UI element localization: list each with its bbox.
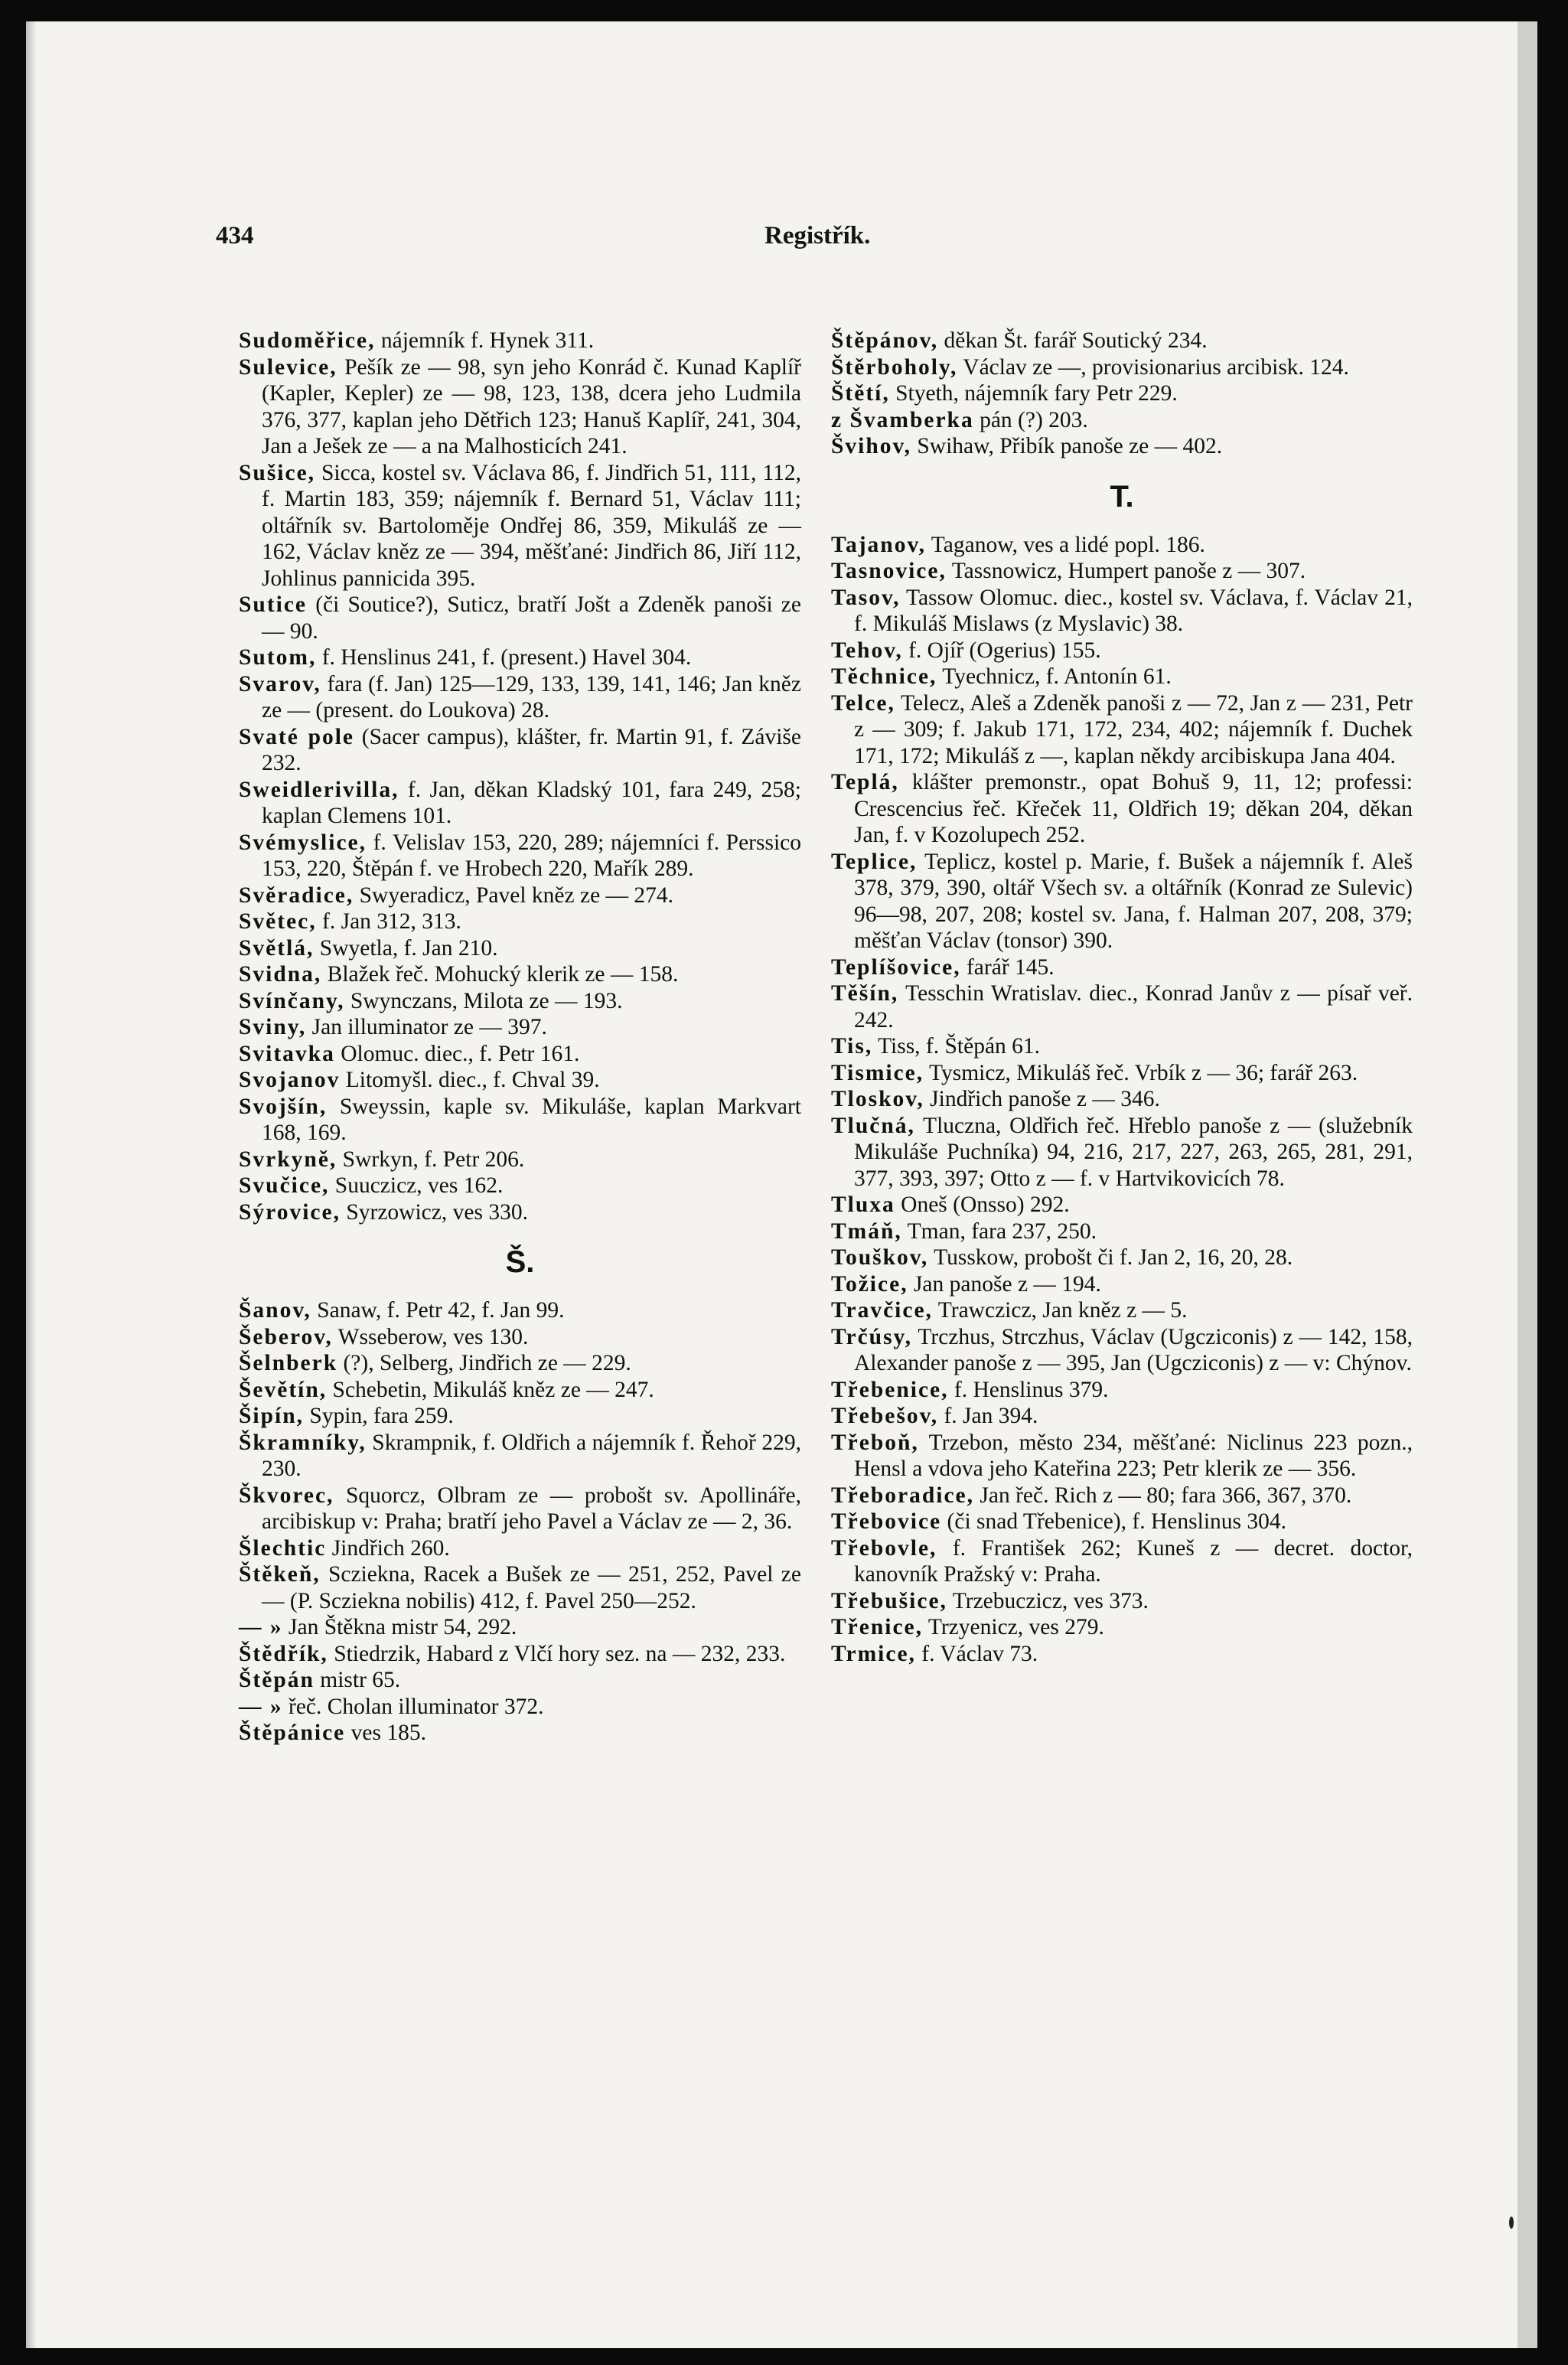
entry-headword: Svarov, bbox=[239, 671, 321, 696]
index-entry bbox=[239, 671, 801, 724]
entry-text: Taganow, ves a lidé popl. 186. bbox=[925, 532, 1205, 557]
entry-headword: Sudoměřice, bbox=[239, 328, 376, 353]
index-entry bbox=[239, 908, 801, 935]
entry-headword: Teplice, bbox=[831, 849, 918, 874]
entry-text: Jan panoše z — 194. bbox=[908, 1271, 1101, 1297]
index-entry bbox=[831, 407, 1413, 434]
entry-headword: — » bbox=[239, 1694, 283, 1719]
index-column-right bbox=[831, 328, 1413, 1667]
index-entry bbox=[831, 1588, 1413, 1615]
entry-headword: Štěpán bbox=[239, 1668, 315, 1692]
entry-headword: Šlechtic bbox=[239, 1535, 327, 1561]
entry-text: f. Václav 73. bbox=[915, 1641, 1038, 1666]
index-entry bbox=[831, 769, 1413, 849]
index-entry bbox=[831, 1377, 1413, 1404]
index-entry bbox=[239, 1641, 801, 1668]
entry-text: Squorcz, Olbram ze — probošt sv. Apollináře, arcibiskup v: Praha; bratří jeho Pavel a Václav ze — 2, 36. bbox=[262, 1483, 801, 1534]
index-entry bbox=[239, 1199, 801, 1226]
entry-headword: Šelnberk bbox=[239, 1351, 338, 1375]
index-entry bbox=[239, 1614, 801, 1641]
entry-text: Jan řeč. Rich z — 80; fara 366, 367, 370. bbox=[974, 1483, 1352, 1508]
index-entry bbox=[239, 830, 801, 882]
entry-text: Tassnowicz, Humpert panoše z — 307. bbox=[946, 559, 1306, 583]
index-entry bbox=[239, 328, 801, 354]
entry-text: f. Henslinus 379. bbox=[948, 1377, 1109, 1402]
index-entry bbox=[831, 558, 1413, 585]
entry-text: Schebetin, Mikuláš kněz ze — 247. bbox=[327, 1377, 654, 1402]
entry-text: Sanaw, f. Petr 42, f. Jan 99. bbox=[311, 1298, 565, 1323]
entry-headword: Třenice, bbox=[831, 1615, 924, 1639]
index-entry bbox=[831, 433, 1413, 460]
index-entry bbox=[831, 1403, 1413, 1430]
entry-text: Jindřich panoše z — 346. bbox=[924, 1087, 1160, 1111]
entry-headword: Tmáň, bbox=[831, 1218, 902, 1244]
entry-headword: Těšín, bbox=[831, 981, 899, 1006]
entry-headword: Štědřík, bbox=[239, 1641, 328, 1666]
index-entry bbox=[239, 1720, 801, 1747]
entry-headword: Štěkeň, bbox=[239, 1562, 321, 1587]
entry-text: Swyeradicz, Pavel kněz ze — 274. bbox=[354, 882, 674, 908]
entry-text: Tassow Olomuc. diec., kostel sv. Václava, f. Václav 21, f. Mikuláš Mislaws (z Myslavic) 38. bbox=[854, 585, 1413, 636]
index-entry bbox=[239, 988, 801, 1015]
index-entry bbox=[831, 1218, 1413, 1245]
entry-headword: Sviny, bbox=[239, 1015, 307, 1039]
index-entry bbox=[239, 1324, 801, 1351]
entry-headword: Třeboň, bbox=[831, 1430, 919, 1455]
entry-headword: Třebenice, bbox=[831, 1377, 949, 1402]
page-header bbox=[26, 222, 1537, 268]
entry-headword: Trmice, bbox=[831, 1641, 916, 1666]
index-entry bbox=[239, 460, 801, 592]
entry-headword: Tajanov, bbox=[831, 532, 926, 557]
entry-text: Tusskow, probošt či f. Jan 2, 16, 20, 28. bbox=[928, 1245, 1293, 1270]
index-entry bbox=[239, 1041, 801, 1068]
index-entry bbox=[239, 882, 801, 909]
entry-text: f. Jan 394. bbox=[938, 1404, 1038, 1428]
index-entry bbox=[831, 328, 1413, 354]
entry-text: Olomuc. diec., f. Petr 161. bbox=[334, 1041, 580, 1066]
entry-text: fara (f. Jan) 125—129, 133, 139, 141, 146; Jan kněz ze — (present. do Loukova) 28. bbox=[262, 671, 801, 723]
entry-text: Swihaw, Přibík panoše ze — 402. bbox=[911, 434, 1223, 458]
index-entry bbox=[831, 980, 1413, 1033]
index-entry bbox=[831, 1641, 1413, 1668]
entry-text: Trzebon, město 234, měšťané: Niclinus 223 pozn., Hensl a vdova jeho Kateřina 223; Petr klerik ze — 356. bbox=[854, 1430, 1413, 1481]
index-entry bbox=[831, 1033, 1413, 1060]
entry-headword: Tasov, bbox=[831, 585, 901, 610]
entry-text: (či snad Třebenice), f. Henslinus 304. bbox=[941, 1509, 1286, 1534]
entry-headword: Tloskov, bbox=[831, 1087, 924, 1111]
index-entry bbox=[239, 1094, 801, 1147]
entry-text: Swrkyn, f. Petr 206. bbox=[337, 1147, 525, 1172]
entry-headword: Ševětín, bbox=[239, 1377, 328, 1402]
index-entry bbox=[831, 1192, 1413, 1218]
entry-headword: Sýrovice, bbox=[239, 1199, 341, 1225]
entry-headword: Švihov, bbox=[831, 434, 912, 458]
index-entry bbox=[239, 777, 801, 830]
index-entry bbox=[239, 1350, 801, 1377]
entry-headword: Třebušice, bbox=[831, 1588, 947, 1613]
speck bbox=[1509, 2217, 1514, 2229]
entry-headword: Třeboradice, bbox=[831, 1483, 975, 1508]
index-entry bbox=[831, 1113, 1413, 1192]
entry-headword: Škvorec, bbox=[239, 1483, 334, 1508]
index-entry bbox=[831, 1430, 1413, 1483]
entry-text: Tman, fara 237, 250. bbox=[901, 1218, 1097, 1244]
index-entry bbox=[239, 935, 801, 962]
entry-text: Tyechnicz, f. Antonín 61. bbox=[937, 664, 1172, 689]
entry-headword: Svučice, bbox=[239, 1173, 330, 1198]
index-entry bbox=[831, 1060, 1413, 1087]
index-entry bbox=[239, 1561, 801, 1614]
entry-headword: Třebovle, bbox=[831, 1535, 937, 1561]
entry-text: mistr 65. bbox=[314, 1668, 401, 1692]
entry-text: Swyetla, f. Jan 210. bbox=[314, 935, 498, 961]
entry-headword: Sutice bbox=[239, 592, 308, 617]
entry-headword: Tluxa bbox=[831, 1192, 895, 1217]
index-entry bbox=[239, 1483, 801, 1535]
entry-text: Václav ze —, provisionarius arcibisk. 124. bbox=[957, 354, 1349, 380]
index-entry bbox=[831, 585, 1413, 638]
section-letter: T. bbox=[1110, 479, 1134, 514]
entry-text: Litomyšl. diec., f. Chval 39. bbox=[340, 1068, 600, 1092]
entry-headword: Třebešov, bbox=[831, 1404, 939, 1428]
entry-text: Blažek řeč. Mohucký klerik ze — 158. bbox=[321, 962, 679, 987]
index-entry bbox=[239, 1667, 801, 1694]
index-entry bbox=[831, 849, 1413, 954]
entry-headword: Štěpánov, bbox=[831, 328, 939, 353]
entry-text: Swynczans, Milota ze — 193. bbox=[344, 988, 623, 1013]
index-entry bbox=[831, 354, 1413, 381]
entry-text: Tluczna, Oldřich řeč. Hřeblo panoše z — (služebník Mikuláše Puchníka) 94, 216, 217, 227, 263, 265, 281, 291, 377, 393, 397; Otto z — f. v Hartvikovicích 78. bbox=[854, 1113, 1413, 1191]
index-entry bbox=[239, 1403, 801, 1430]
index-entry bbox=[831, 1297, 1413, 1324]
index-entry bbox=[831, 380, 1413, 407]
entry-headword: Šipín, bbox=[239, 1404, 304, 1428]
entry-text: Wsseberow, ves 130. bbox=[332, 1324, 529, 1349]
entry-text: ves 185. bbox=[345, 1721, 426, 1745]
entry-text: Trczhus, Strczhus, Václav (Ugcziconis) z — 142, 158, Alexander panoše z — 395, Jan (Ugcziconis) z — v: Chýnov. bbox=[854, 1324, 1413, 1375]
page-shadow bbox=[26, 21, 37, 2348]
entry-text: děkan Št. farář Soutický 234. bbox=[938, 328, 1208, 353]
index-entry bbox=[831, 638, 1413, 664]
section-letter: Š. bbox=[505, 1245, 535, 1279]
entry-headword: Sulevice, bbox=[239, 354, 337, 380]
index-entry bbox=[239, 961, 801, 988]
index-entry bbox=[239, 1377, 801, 1404]
entry-text: f. Velislav 153, 220, 289; nájemníci f. Perssico 153, 220, Štěpán f. ve Hrobech 220, Mařík 289. bbox=[262, 830, 801, 881]
entry-headword: Štěrboholy, bbox=[831, 354, 958, 380]
entry-text: Trzyenicz, ves 279. bbox=[923, 1615, 1104, 1639]
index-entry bbox=[239, 1430, 801, 1483]
index-entry bbox=[831, 690, 1413, 770]
entry-text: Sweyssin, kaple sv. Mikuláše, kaplan Markvart 168, 169. bbox=[262, 1094, 801, 1145]
entry-headword: Šanov, bbox=[239, 1298, 311, 1323]
index-entry bbox=[239, 354, 801, 460]
index-entry bbox=[831, 1086, 1413, 1113]
index-entry bbox=[831, 1244, 1413, 1271]
entry-headword: Tis, bbox=[831, 1034, 873, 1059]
entry-text: pán (?) 203. bbox=[973, 407, 1088, 432]
entry-headword: Svrkyně, bbox=[239, 1147, 337, 1172]
entry-text: klášter premonstr., opat Bohuš 9, 11, 12; professi: Crescencius řeč. Křeček 11, Oldřich 19; děkan 204, děkan Jan, f. v Kozolupech 252. bbox=[854, 770, 1413, 847]
entry-text: Skrampnik, f. Oldřich a nájemník f. Řehoř 229, 230. bbox=[262, 1430, 801, 1481]
entry-headword: Tožice, bbox=[831, 1271, 908, 1297]
index-entry bbox=[239, 592, 801, 644]
entry-text: Styeth, nájemník fary Petr 229. bbox=[889, 381, 1178, 406]
entry-text: Jindřich 260. bbox=[326, 1535, 450, 1561]
entry-headword: Svémyslice, bbox=[239, 830, 367, 855]
book-page bbox=[26, 21, 1537, 2348]
index-entry bbox=[831, 1509, 1413, 1535]
entry-headword: Touškov, bbox=[831, 1245, 929, 1270]
index-entry bbox=[831, 1271, 1413, 1298]
index-entry bbox=[239, 1297, 801, 1324]
entry-text: Jan illuminator ze — 397. bbox=[306, 1015, 547, 1039]
entry-headword: Travčice, bbox=[831, 1298, 933, 1323]
entry-headword: Svojšín, bbox=[239, 1094, 328, 1119]
entry-headword: Škramníky, bbox=[239, 1430, 367, 1455]
entry-text: Tysmicz, Mikuláš řeč. Vrbík z — 36; farář 263. bbox=[924, 1060, 1358, 1085]
entry-headword: Teplá, bbox=[831, 770, 899, 794]
entry-headword: Svojanov bbox=[239, 1068, 341, 1092]
entry-headword: Sušice, bbox=[239, 460, 316, 485]
entry-headword: — » bbox=[239, 1615, 283, 1639]
entry-text: Trawczicz, Jan kněz z — 5. bbox=[932, 1298, 1188, 1323]
entry-text: Scziekna, Racek a Bušek ze — 251, 252, Pavel ze — (P. Scziekna nobilis) 412, f. Pavel 250—252. bbox=[262, 1562, 801, 1613]
entry-text: Syrzowicz, ves 330. bbox=[340, 1199, 528, 1225]
entry-headword: Tismice, bbox=[831, 1060, 924, 1085]
entry-headword: z Švamberka bbox=[831, 407, 974, 432]
entry-text: nájemník f. Hynek 311. bbox=[375, 328, 595, 353]
index-entry bbox=[239, 1147, 801, 1173]
entry-text: (či Soutice?), Suticz, bratří Jošt a Zdeněk panoši ze — 90. bbox=[262, 592, 801, 644]
index-entry bbox=[239, 1694, 801, 1721]
entry-text: Telecz, Aleš a Zdeněk panoši z — 72, Jan z — 231, Petr z — 309; f. Jakub 171, 172, 234, 402; nájemník f. Duchek 171, 172; Mikuláš z —, kaplan někdy arcibiskupa Jana 404. bbox=[854, 690, 1413, 768]
entry-headword: Šeberov, bbox=[239, 1324, 333, 1349]
index-entry bbox=[831, 532, 1413, 559]
running-title: Registřík. bbox=[764, 222, 871, 250]
entry-text: (Sacer campus), klášter, fr. Martin 91, f. Záviše 232. bbox=[262, 724, 801, 775]
entry-text: f. Ojíř (Ogerius) 155. bbox=[902, 638, 1101, 663]
entry-headword: Těchnice, bbox=[831, 664, 937, 689]
entry-headword: Štěpánice bbox=[239, 1721, 346, 1745]
entry-text: Suuczicz, ves 162. bbox=[329, 1173, 504, 1198]
entry-text: Teplicz, kostel p. Marie, f. Bušek a nájemník f. Aleš 378, 379, 390, oltář Všech sv. a oltářník (Konrad ze Sulevic) 96—98, 207, 208; kostel sv. Jana, f. Halman 207, 208, 379; měšťan Václav (tonsor) 390. bbox=[854, 849, 1413, 953]
entry-text: řeč. Cholan illuminator 372. bbox=[282, 1694, 544, 1719]
index-entry bbox=[831, 1483, 1413, 1509]
entry-headword: Svěradice, bbox=[239, 882, 354, 908]
entry-headword: Štětí, bbox=[831, 381, 890, 406]
entry-text: (?), Selberg, Jindřich ze — 229. bbox=[337, 1351, 631, 1375]
entry-text: Sicca, kostel sv. Václava 86, f. Jindřich 51, 111, 112, f. Martin 183, 359; nájemník f. Bernard 51, Václav 111; oltářník sv. Bartoloměje Ondřej 86, 359, Mikuláš ze — 162, Václav kněz ze — 394, měšťané: Jindřich 86, Jiří 112, Johlinus pannicida 395. bbox=[262, 460, 801, 591]
entry-headword: Sutom, bbox=[239, 645, 317, 670]
index-column-left bbox=[239, 328, 801, 1747]
entry-headword: Sweidlerivilla, bbox=[239, 777, 399, 802]
index-entry bbox=[831, 664, 1413, 690]
entry-text: Sypin, fara 259. bbox=[304, 1404, 454, 1428]
page-number: 434 bbox=[216, 222, 254, 250]
entry-text: f. Jan 312, 313. bbox=[316, 909, 461, 934]
entry-headword: Tlučná, bbox=[831, 1113, 915, 1138]
entry-headword: Světec, bbox=[239, 909, 317, 934]
entry-headword: Světlá, bbox=[239, 935, 315, 961]
entry-text: Tesschin Wratislav. diec., Konrad Janův z — písař veř. 242. bbox=[854, 981, 1413, 1032]
entry-text: Stiedrzik, Habard z Vlčí hory sez. na — 232, 233. bbox=[328, 1641, 786, 1666]
entry-headword: Svaté pole bbox=[239, 724, 355, 749]
entry-text: Oneš (Onsso) 292. bbox=[895, 1192, 1070, 1217]
entry-headword: Tasnovice, bbox=[831, 559, 947, 583]
index-entry bbox=[239, 1173, 801, 1199]
entry-text: f. František 262; Kuneš z — decret. doctor, kanovník Pražský v: Praha. bbox=[854, 1535, 1413, 1587]
entry-headword: Svidna, bbox=[239, 962, 322, 987]
entry-headword: Třebovice bbox=[831, 1509, 942, 1534]
entry-headword: Svitavka bbox=[239, 1041, 335, 1066]
index-entry bbox=[239, 724, 801, 777]
entry-headword: Teplíšovice, bbox=[831, 954, 961, 980]
entry-headword: Svínčany, bbox=[239, 988, 345, 1013]
index-entry bbox=[239, 1067, 801, 1094]
entry-headword: Tehov, bbox=[831, 638, 903, 663]
entry-text: Trzebuczicz, ves 373. bbox=[947, 1588, 1149, 1613]
entry-headword: Telce, bbox=[831, 690, 895, 716]
index-entry bbox=[239, 1014, 801, 1041]
entry-headword: Trčúsy, bbox=[831, 1324, 913, 1349]
page-edge bbox=[1517, 21, 1537, 2348]
entry-text: Tiss, f. Štěpán 61. bbox=[872, 1034, 1041, 1059]
index-entry bbox=[831, 1614, 1413, 1641]
entry-text: Jan Štěkna mistr 54, 292. bbox=[282, 1615, 517, 1639]
index-entry bbox=[831, 1535, 1413, 1588]
entry-text: f. Henslinus 241, f. (present.) Havel 304. bbox=[316, 645, 692, 670]
entry-text: f. Jan, děkan Kladský 101, fara 249, 258; kaplan Clemens 101. bbox=[262, 777, 801, 828]
entry-text: farář 145. bbox=[960, 954, 1055, 980]
index-entry bbox=[239, 644, 801, 671]
entry-text: Pešík ze — 98, syn jeho Konrád č. Kunad Kaplíř (Kapler, Kepler) ze — 98, 123, 138, dcera jeho Ludmila 376, 377, kaplan jeho Dětřich 123; Hanuš Kaplíř, 241, 304, Jan a Ješek ze — a na Malhosticích 241. bbox=[262, 354, 801, 458]
index-entry bbox=[239, 1535, 801, 1562]
index-entry bbox=[831, 954, 1413, 981]
index-entry bbox=[831, 1324, 1413, 1377]
